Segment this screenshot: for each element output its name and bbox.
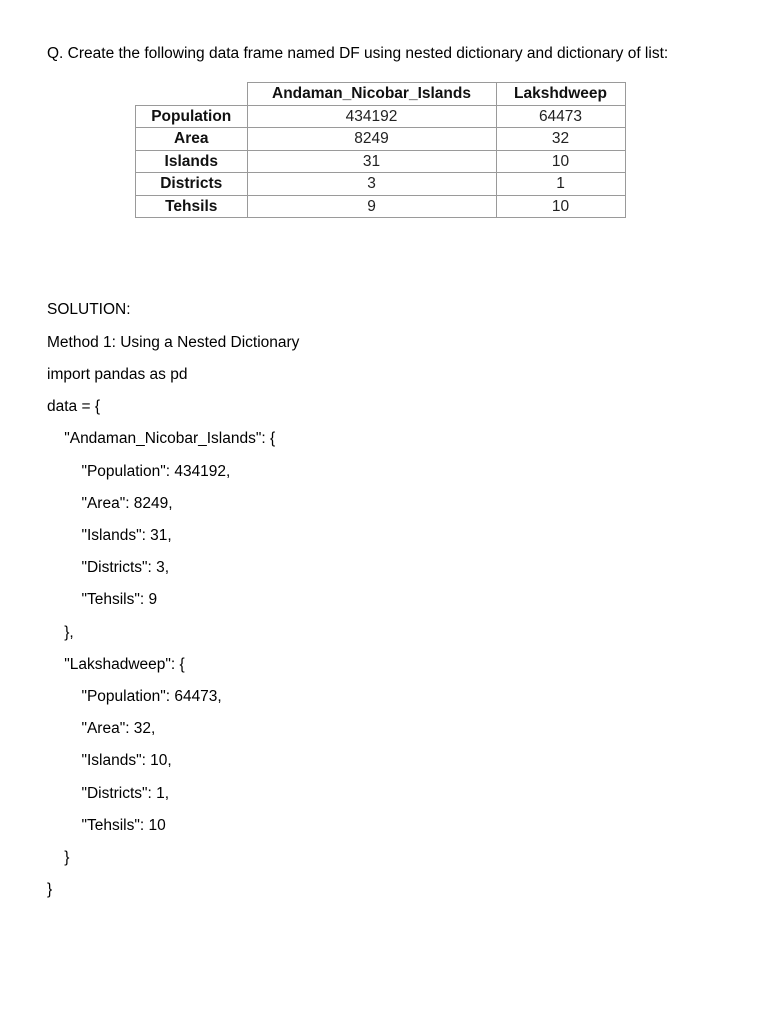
code-line: "Population": 434192, (47, 463, 231, 480)
code-line: "Area": 32, (47, 720, 156, 737)
solution-heading: SOLUTION: (47, 301, 131, 318)
column-header: Andaman_Nicobar_Islands (247, 83, 496, 106)
question-text: Q. Create the following data frame named DF using nested dictionary and dictionary of list: (47, 45, 669, 62)
code-line: "Tehsils": 9 (47, 591, 158, 608)
table-cell: 434192 (247, 105, 496, 128)
row-header: Islands (136, 150, 248, 173)
table-row (136, 195, 626, 218)
table-row (136, 150, 626, 173)
table-row (136, 128, 626, 151)
table-cell: 8249 (247, 128, 496, 151)
code-line: "Lakshadweep": { (47, 656, 185, 673)
row-header: Tehsils (136, 195, 248, 218)
table-cell: 1 (496, 173, 625, 196)
table-cell: 31 (247, 150, 496, 173)
code-line: "Area": 8249, (47, 495, 173, 512)
table-header-row (136, 83, 626, 106)
code-line: "Islands": 31, (47, 527, 172, 544)
column-header: Lakshdweep (496, 83, 625, 106)
table-cell: 3 (247, 173, 496, 196)
code-line: } (47, 881, 53, 898)
row-header: Districts (136, 173, 248, 196)
code-line: "Districts": 1, (47, 785, 170, 802)
table-row (136, 173, 626, 196)
row-header: Population (136, 105, 248, 128)
table-cell: 10 (496, 195, 625, 218)
code-line: }, (47, 624, 74, 641)
code-line: import pandas as pd (47, 366, 188, 383)
method-heading: Method 1: Using a Nested Dictionary (47, 334, 300, 351)
table-cell: 64473 (496, 105, 625, 128)
code-line: "Districts": 3, (47, 559, 170, 576)
code-line: "Andaman_Nicobar_Islands": { (47, 430, 276, 447)
table-corner-cell (136, 83, 248, 106)
code-line: } (47, 849, 70, 866)
row-header: Area (136, 128, 248, 151)
table-row (136, 105, 626, 128)
code-line: "Population": 64473, (47, 688, 222, 705)
table-cell: 32 (496, 128, 625, 151)
table-cell: 9 (247, 195, 496, 218)
code-line: "Islands": 10, (47, 752, 172, 769)
code-line: "Tehsils": 10 (47, 817, 166, 834)
table-cell: 10 (496, 150, 625, 173)
code-line: data = { (47, 398, 101, 415)
dataframe-table (135, 82, 626, 218)
